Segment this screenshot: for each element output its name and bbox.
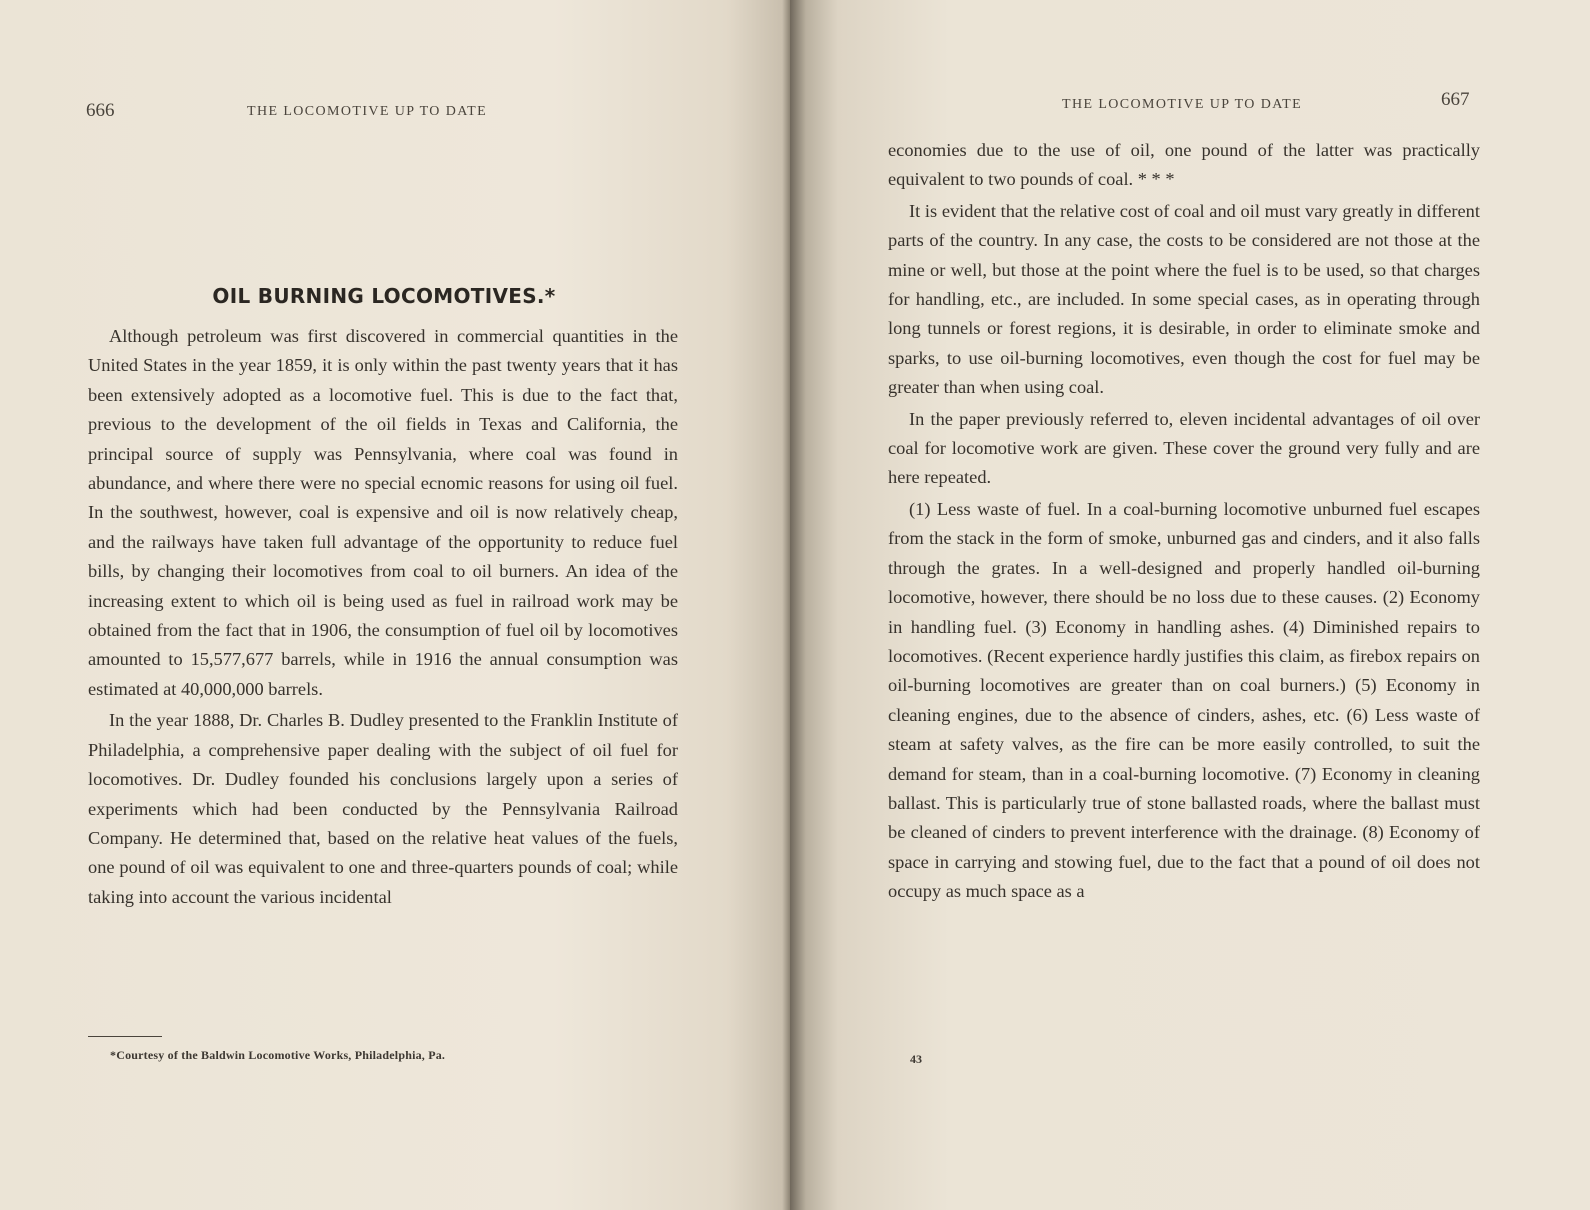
paragraph: In the paper previously referred to, eleven incidental advantages of oil over coal for locomotive work are given. These cover the ground very fully and are here repeated.: [888, 408, 1480, 488]
left-body-text: [88, 322, 678, 914]
paragraph: In the year 1888, Dr. Charles B. Dudley presented to the Franklin Institute of Philadelphia, a comprehensive paper dealing with the subject of oil fuel for locomotives. Dr. Dudley founded his conclusions largely upon a series of experiments which had been conducted by the Pennsylvania Railroad Company. He determined that, based on the relative heat values of the fuels, one pound of oil was equivalent to one and three-quarters pounds of coal; while taking into account the various incidental: [88, 710, 678, 907]
left-page: [0, 0, 790, 1210]
footnote-rule: [88, 1036, 162, 1037]
article-title: OIL BURNING LOCOMOTIVES.*: [212, 284, 556, 308]
paragraph: (1) Less waste of fuel. In a coal-burning locomotive unburned fuel escapes from the stack in the form of smoke, unburned gas and cinders, and it also falls through the grates. In a well-designed and properly handled oil-burning locomotive, however, there should be no loss due to these causes. (2) Economy in handling fuel. (3) Economy in handling ashes. (4) Diminished repairs to locomotives. (Recent experience hardly justifies this claim, as firebox repairs on oil-burning locomotives are greater than on coal burners.) (5) Economy in cleaning engines, due to the absence of cinders, ashes, etc. (6) Less waste of steam at safety valves, as the fire can be more easily controlled, to suit the demand for steam, than in a coal-burning locomotive. (7) Economy in cleaning ballast. This is particularly true of stone ballasted roads, where the ballast must be cleaned of cinders to prevent interference with the drainage. (8) Economy of space in carrying and stowing fuel, due to the fact that a pound of oil does not occupy as much space as a: [888, 498, 1480, 902]
paragraph: Although petroleum was first discovered in commercial quantities in the United States in the year 1859, it is only within the past twenty years that it has been extensively adopted as a locomotive fuel. This is due to the fact that, previous to the development of the oil fields in Texas and California, the principal source of supply was Pennsylvania, where coal was found in abundance, and where there were no special ecnomic reasons for using oil fuel. In the southwest, however, coal is expensive and oil is now relatively cheap, and the railways have taken full advantage of the opportunity to reduce fuel bills, by changing their locomotives from coal to oil burners. An idea of the increasing extent to which oil is being used as fuel in railroad work may be obtained from the fact that in 1906, the consumption of fuel oil by locomotives amounted to 15,577,677 barrels, while in 1916 the annual consumption was estimated at 40,000,000 barrels.: [88, 326, 678, 699]
page-number-right: 667: [1441, 89, 1470, 110]
footnote: *Courtesy of the Baldwin Locomotive Works, Philadelphia, Pa.: [110, 1048, 446, 1062]
paragraph: It is evident that the relative cost of coal and oil must vary greatly in different parts of the country. In any case, the costs to be considered are not those at the mine or well, but those at the point where the fuel is to be used, so that charges for handling, etc., are included. In some special cases, as in operating through long tunnels or forest regions, it is desirable, in order to eliminate smoke and sparks, to use oil-burning locomotives, even though the cost for fuel may be greater than when using coal.: [888, 200, 1480, 398]
page-number-left: 666: [86, 100, 115, 121]
paragraph: economies due to the use of oil, one pound of the latter was practically equivalent to two pounds of coal. * * *: [888, 140, 1480, 190]
signature-mark: 43: [910, 1052, 922, 1066]
running-head-left: THE LOCOMOTIVE UP TO DATE: [247, 104, 488, 119]
right-body-text: [888, 136, 1480, 909]
running-head-right: THE LOCOMOTIVE UP TO DATE: [1062, 97, 1303, 112]
